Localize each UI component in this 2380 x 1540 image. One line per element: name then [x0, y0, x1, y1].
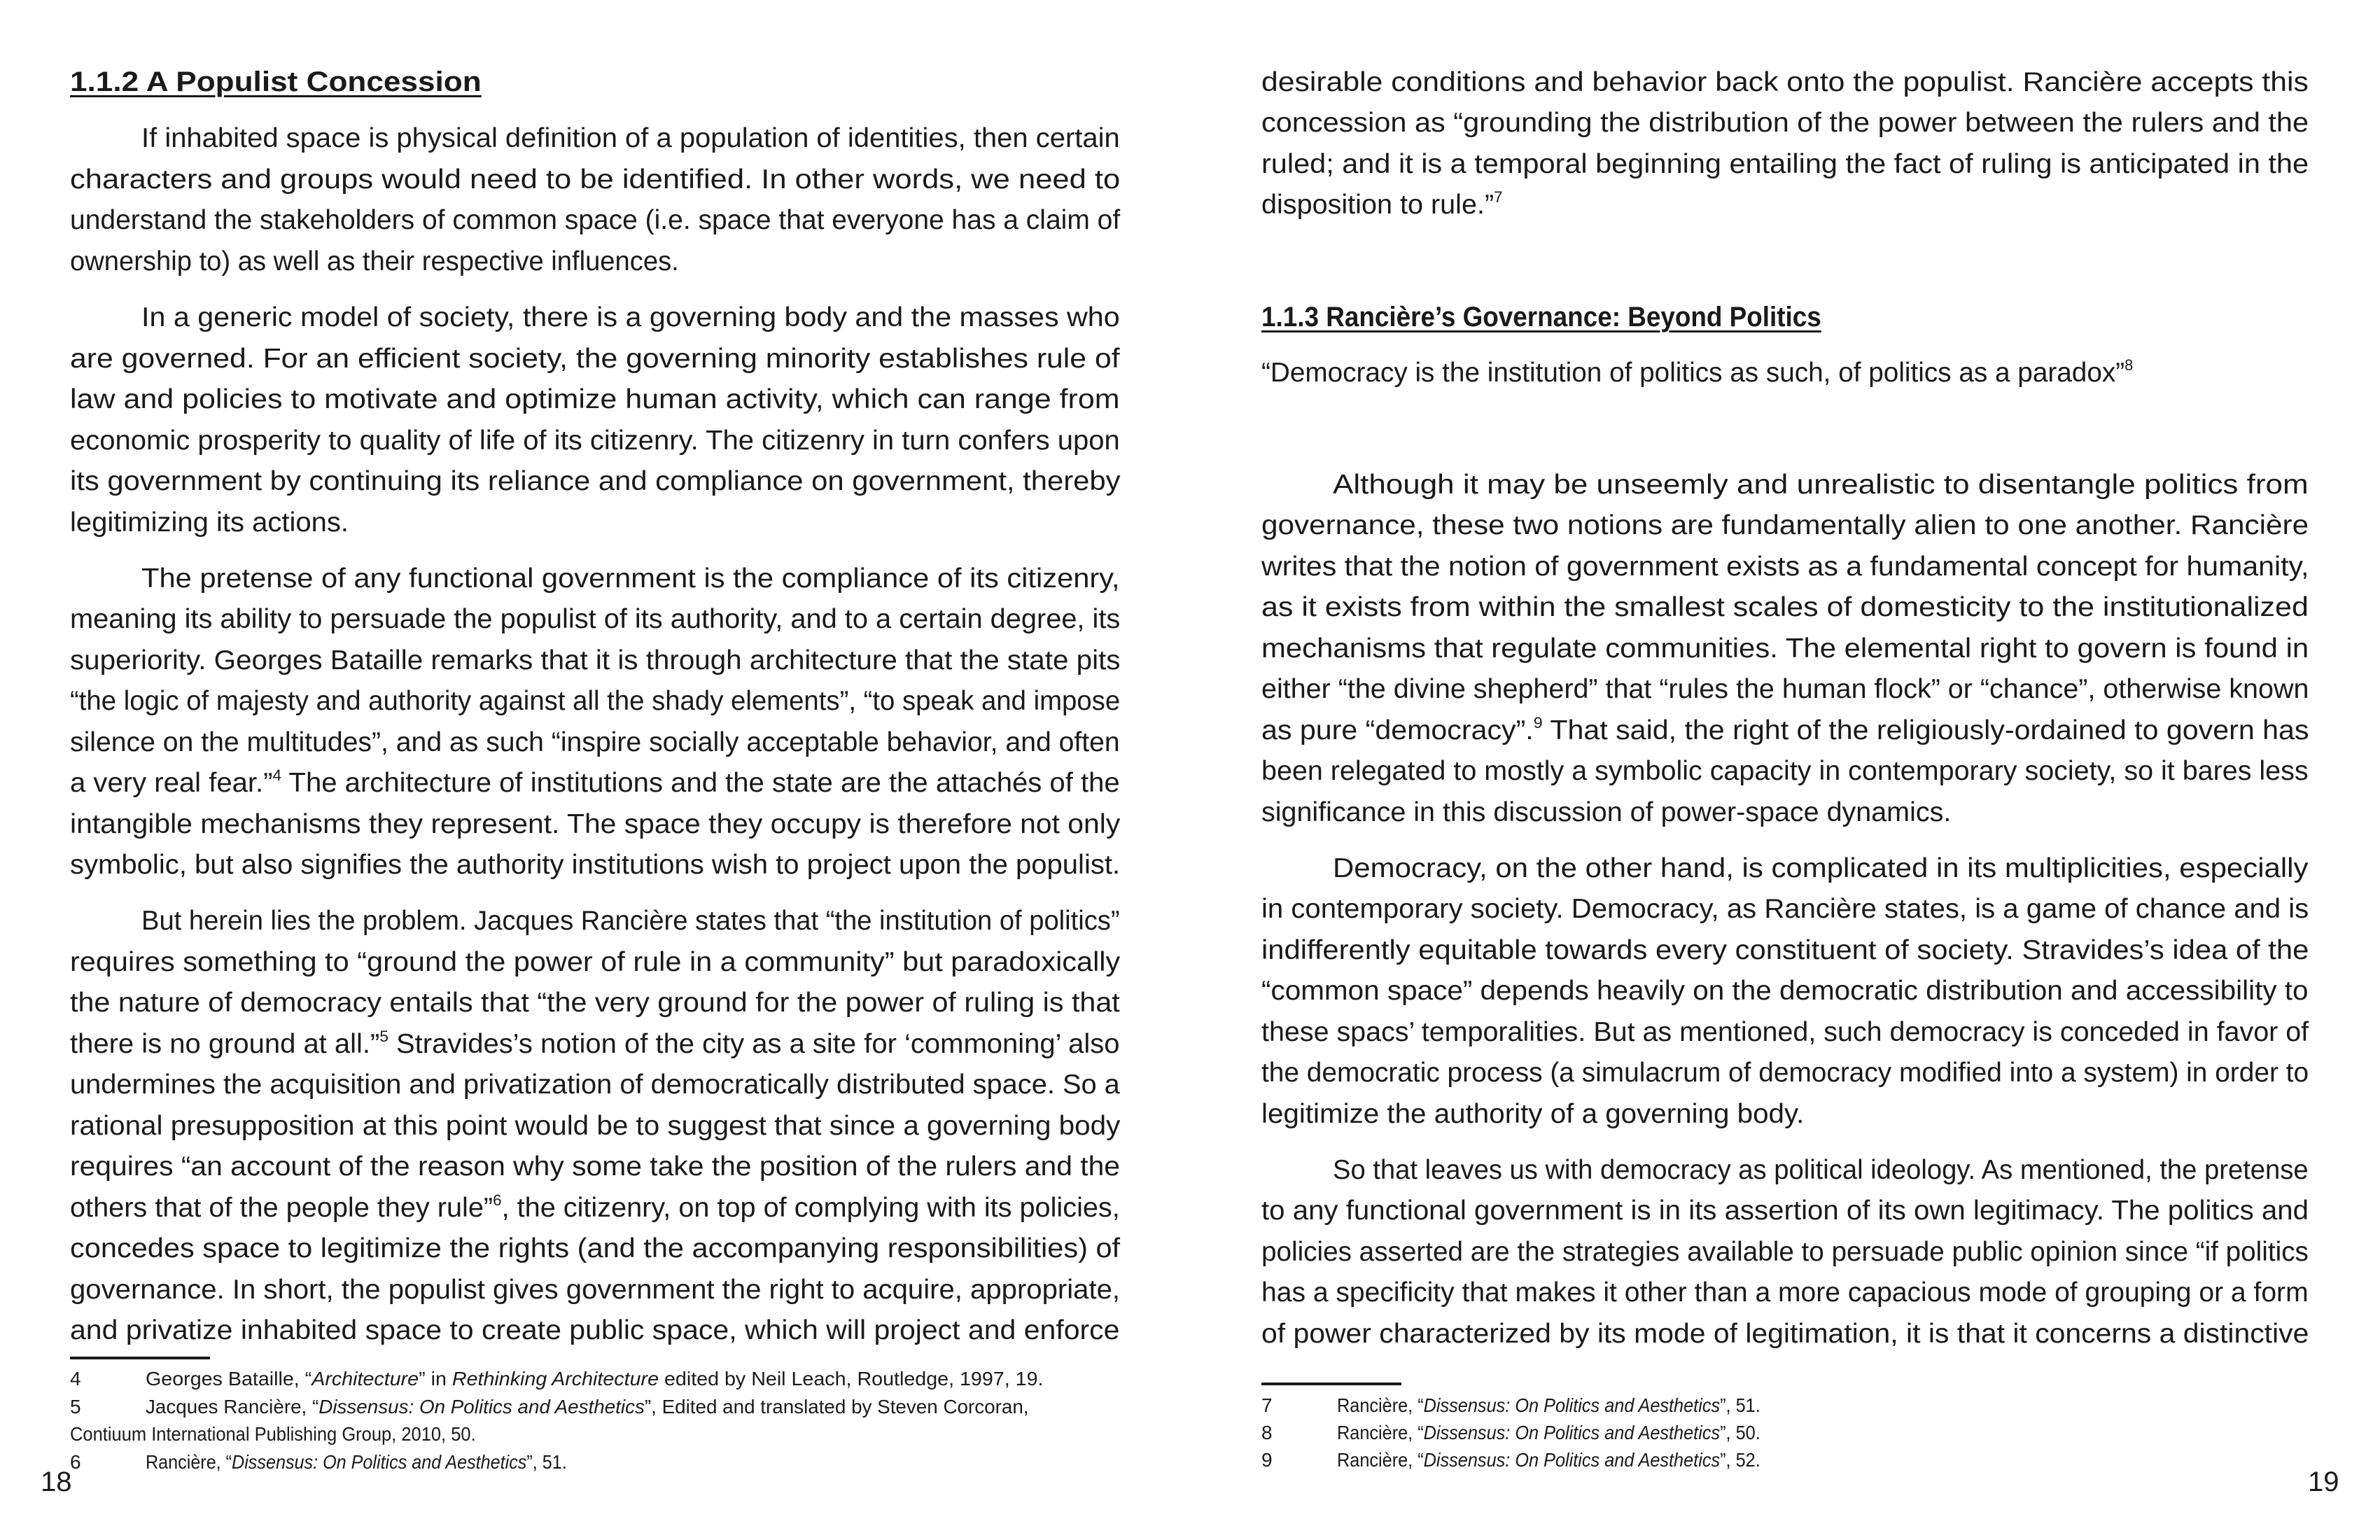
text-line: writes that the notion of government exists as a fundamental concept for humanity,	[1261, 552, 2309, 582]
text-line: ruled; and it is a temporal beginning entailing the fact of ruling is anticipated in the	[1261, 149, 2309, 179]
page-number: 19	[2308, 1466, 2339, 1497]
text-line: these spacs’ temporalities. But as mentioned, such democracy is conceded in favor of	[1261, 1017, 2309, 1047]
text-line: understand the stakeholders of common space (i.e. space that everyone has a claim of	[70, 205, 1121, 235]
text-line: Although it may be unseemly and unrealistic to disentangle politics from	[1333, 470, 2309, 500]
text-line-with-footnote	[1261, 185, 1503, 225]
epigraph	[1261, 353, 2133, 393]
footnote-text	[146, 1448, 567, 1476]
text-line: significance in this discussion of power-space dynamics.	[1261, 797, 1952, 827]
text-line: of power characterized by its mode of legitimation, it is that it concerns a distinctive	[1261, 1319, 2309, 1349]
text-line: the nature of democracy entails that “the very ground for the power of ruling is that	[70, 988, 1120, 1018]
text-span: ”, 51.	[526, 1451, 567, 1473]
footnote-ref-4[interactable]: 4	[272, 766, 282, 784]
footnote-6	[70, 1448, 1120, 1476]
text-span: ”, Edited and translated by Steven Corcoran,	[644, 1396, 1029, 1418]
footnote-7	[1261, 1392, 2309, 1420]
text-span: as pure “democracy”.	[1261, 715, 1534, 746]
footnote-text	[146, 1365, 1043, 1393]
text-line: either “the divine shepherd” that “rules the human flock” or “chance”, otherwise known	[1261, 674, 2309, 704]
text-span: ”, 51.	[1720, 1394, 1760, 1416]
footnote-number: 7	[1261, 1394, 1273, 1416]
text-line-with-footnote	[1261, 710, 2309, 751]
italic-title: Rethinking Architecture	[451, 1368, 659, 1390]
text-span: That said, the right of the religiously-ordained to govern has	[1542, 715, 2309, 746]
text-span: Rancière, “	[1337, 1394, 1424, 1416]
text-line: Democracy, on the other hand, is complicated in its multiplicities, especially	[1333, 853, 2309, 883]
footnote-ref-6[interactable]: 6	[493, 1191, 502, 1209]
right-page	[1190, 0, 2380, 1540]
text-span: ”, 50.	[1720, 1422, 1760, 1443]
text-line: economic prosperity to quality of life of its citizenry. The citizenry in turn confers upon	[70, 426, 1120, 456]
footnote-ref-8[interactable]: 8	[2124, 356, 2134, 374]
footnote-divider	[70, 1357, 210, 1359]
text-line-with-footnote	[70, 1188, 1120, 1228]
italic-title: Dissensus: On Politics and Aesthetics	[232, 1451, 527, 1473]
text-line: indifferently equitable towards every constituent of society. Stravides’s idea of the	[1261, 935, 2309, 965]
footnote-number: 4	[70, 1368, 81, 1390]
footnote-9	[1261, 1446, 2309, 1474]
italic-title: Dissensus: On Politics and Aesthetics	[1423, 1394, 1721, 1416]
text-line: But herein lies the problem. Jacques Rancière states that “the institution of politics”	[141, 906, 1120, 936]
text-line: undermines the acquisition and privatization of democratically distributed space. So a	[70, 1070, 1120, 1100]
text-line: law and policies to motivate and optimize human activity, which can range from	[70, 384, 1120, 414]
text-line: governance, these two notions are fundamentally alien to one another. Rancière	[1261, 510, 2309, 540]
text-line: requires something to “ground the power of rule in a community” but paradoxically	[70, 947, 1121, 977]
text-line-with-footnote	[70, 763, 1120, 804]
text-line: has a specificity that makes it other than a more capacious mode of grouping or a form	[1261, 1278, 2309, 1308]
footnote-number: 5	[70, 1396, 81, 1418]
footnote-text	[146, 1393, 1029, 1421]
text-line: In a generic model of society, there is a governing body and the masses who	[141, 302, 1120, 332]
text-line: ownership to) as well as their respective influences.	[70, 246, 679, 276]
italic-title: Architecture	[312, 1368, 419, 1390]
text-line: policies asserted are the strategies available to persuade public opinion since “if politics	[1261, 1237, 2309, 1267]
italic-title: Dissensus: On Politics and Aesthetics	[318, 1396, 645, 1418]
text-span: there is no ground at all.”	[70, 1029, 380, 1059]
text-line: as it exists from within the smallest scales of domesticity to the institutionalized	[1261, 592, 2309, 622]
text-line: symbolic, but also signifies the authority institutions wish to project upon the populist.	[70, 850, 1121, 880]
footnote-number: 9	[1261, 1449, 1273, 1471]
text-line: intangible mechanisms they represent. The space they occupy is therefore not only	[70, 809, 1121, 839]
text-line: concedes space to legitimize the rights (and the accompanying responsibilities) of	[70, 1233, 1121, 1264]
text-line: and privatize inhabited space to create public space, which will project and enforce	[70, 1315, 1120, 1345]
text-span: Rancière, “	[1337, 1449, 1424, 1471]
text-line: The pretense of any functional government is the compliance of its citizenry,	[141, 564, 1120, 594]
text-span: ”, 52.	[1720, 1449, 1760, 1471]
text-line: characters and groups would need to be identified. In other words, we need to	[70, 164, 1121, 195]
text-span: Rancière, “	[146, 1451, 232, 1473]
footnote-4	[70, 1365, 1120, 1393]
text-line: legitimizing its actions.	[70, 507, 349, 538]
text-line: the democratic process (a simulacrum of democracy modified into a system) in order to	[1261, 1058, 2309, 1088]
footnote-text	[1337, 1419, 1760, 1447]
section-heading-1-1-2: 1.1.2 A Populist Concession	[70, 66, 482, 97]
text-line: legitimize the authority of a governing body.	[1261, 1099, 1805, 1129]
text-span: ” in	[419, 1368, 452, 1390]
footnote-number: 8	[1261, 1422, 1273, 1443]
footnote-ref-5[interactable]: 5	[379, 1028, 388, 1045]
text-line: “the logic of majesty and authority against all the shady elements”, “to speak and impose	[70, 686, 1121, 716]
footnote-divider	[1261, 1382, 1401, 1385]
page-number: 18	[41, 1466, 72, 1497]
epigraph-text: “Democracy is the institution of politics as such, of politics as a paradox”	[1261, 358, 2125, 388]
italic-title: Dissensus: On Politics and Aesthetics	[1423, 1449, 1721, 1471]
text-line: So that leaves us with democracy as political ideology. As mentioned, the pretense	[1333, 1155, 2309, 1185]
footnote-ref-7[interactable]: 7	[1494, 188, 1503, 206]
text-line: requires “an account of the reason why some take the position of the rulers and the	[70, 1152, 1121, 1182]
text-line: in contemporary society. Democracy, as Rancière states, is a game of chance and is	[1261, 894, 2309, 924]
italic-title: Dissensus: On Politics and Aesthetics	[1423, 1422, 1721, 1443]
footnote-text: Contiuum International Publishing Group, 2010, 50.	[70, 1423, 476, 1445]
text-line: If inhabited space is physical definition of a population of identities, then certain	[141, 123, 1120, 153]
text-line: been relegated to mostly a symbolic capacity in contemporary society, so it bares less	[1261, 756, 2309, 786]
text-span: Rancière, “	[1337, 1422, 1424, 1443]
text-line: governance. In short, the populist gives government the right to acquire, appropriate,	[70, 1275, 1121, 1305]
text-line: rational presupposition at this point would be to suggest that since a governing body	[70, 1111, 1121, 1141]
text-line: concession as “grounding the distribution of the power between the rulers and the	[1261, 108, 2309, 138]
footnote-ref-9[interactable]: 9	[1533, 714, 1543, 732]
text-span: Jacques Rancière, “	[146, 1396, 319, 1418]
text-span: Georges Bataille, “	[146, 1368, 312, 1390]
section-heading-1-1-3: 1.1.3 Rancière’s Governance: Beyond Politics	[1261, 302, 1821, 332]
text-span: The architecture of institutions and the state are the attachés of the	[281, 768, 1120, 798]
footnote-number: 6	[70, 1451, 81, 1473]
text-line: mechanisms that regulate communities. The elemental right to govern is found in	[1261, 634, 2309, 664]
text-line: are governed. For an efficient society, the governing minority establishes rule of	[70, 344, 1120, 374]
text-span: edited by Neil Leach, Routledge, 1997, 19.	[659, 1368, 1044, 1390]
footnote-8	[1261, 1419, 2309, 1447]
text-span: others that of the people they rule”	[70, 1193, 493, 1223]
text-span: a very real fear.”	[70, 768, 273, 798]
text-line: its government by continuing its reliance and compliance on government, thereby	[70, 466, 1121, 496]
text-line: “common space” depends heavily on the democratic distribution and accessibility to	[1261, 976, 2309, 1006]
footnote-5-continuation	[70, 1420, 1120, 1448]
text-span: , the citizenry, on top of complying with its policies,	[501, 1193, 1120, 1223]
footnote-5	[70, 1393, 1120, 1421]
text-line: to any functional government is in its assertion of its own legitimacy. The politics and	[1261, 1196, 2309, 1226]
text-line-with-footnote	[70, 1024, 1119, 1065]
text-span: Stravides’s notion of the city as a site for ‘commoning’ also	[388, 1029, 1120, 1059]
footnote-text	[1337, 1392, 1760, 1420]
text-line: superiority. Georges Bataille remarks that it is through architecture that the state pits	[70, 645, 1121, 676]
text-line: desirable conditions and behavior back onto the populist. Rancière accepts this	[1261, 67, 2309, 97]
footnote-text	[1337, 1446, 1760, 1474]
text-line: meaning its ability to persuade the populist of its authority, and to a certain degree, its	[70, 604, 1121, 634]
text-line: silence on the multitudes”, and as such “inspire socially acceptable behavior, and often	[70, 727, 1120, 757]
text-span: disposition to rule.”	[1261, 190, 1494, 220]
